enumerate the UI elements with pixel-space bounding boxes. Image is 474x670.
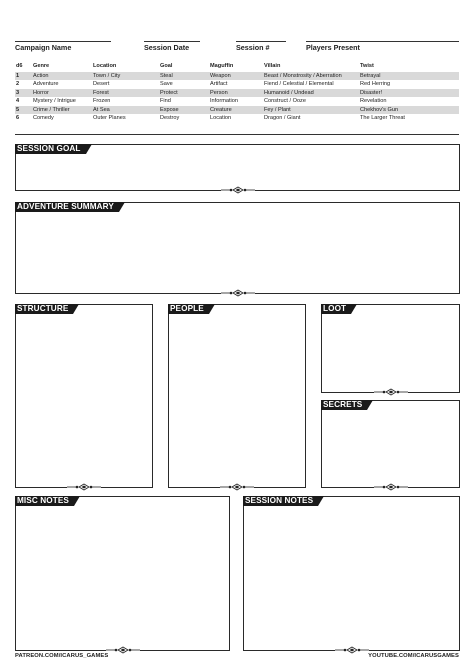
column-header: Location xyxy=(93,63,117,69)
flourish-ornament-icon xyxy=(335,646,369,654)
loot-box[interactable] xyxy=(321,304,460,393)
players-present-label: Players Present xyxy=(306,43,360,52)
secrets-box[interactable] xyxy=(321,400,460,488)
column-header: Villain xyxy=(264,63,281,69)
campaign-name-label: Campaign Name xyxy=(15,43,72,52)
session-goal-box[interactable] xyxy=(15,144,460,191)
flourish-ornament-icon xyxy=(221,289,255,297)
session-notes-box[interactable] xyxy=(243,496,460,651)
column-header: Genre xyxy=(33,63,50,69)
table-header-row xyxy=(15,62,459,72)
misc-notes-box[interactable] xyxy=(15,496,230,651)
table-cell: Revelation xyxy=(360,98,387,105)
table-cell: Steal xyxy=(160,72,173,79)
table-cell: Frozen xyxy=(93,98,111,105)
table-cell: Destroy xyxy=(160,115,180,122)
table-cell: Chekhov's Gun xyxy=(360,106,399,113)
table-cell: Mystery / Intrigue xyxy=(33,98,76,105)
table-cell: Town / City xyxy=(93,72,121,79)
table-cell: Information xyxy=(210,98,238,105)
people-box[interactable] xyxy=(168,304,306,488)
flourish-ornament-icon xyxy=(374,483,408,491)
flourish-ornament-icon xyxy=(106,646,140,654)
table-row xyxy=(15,106,459,115)
campaign-name-line xyxy=(15,41,111,42)
people-title: PEOPLE xyxy=(168,304,209,314)
table-cell: Creature xyxy=(210,106,232,113)
structure-box[interactable] xyxy=(15,304,153,488)
session-notes-title: SESSION NOTES xyxy=(243,496,318,506)
table-cell: Person xyxy=(210,89,228,96)
table-cell: Fey / Plant xyxy=(264,106,291,113)
table-cell: 3 xyxy=(16,89,20,96)
table-cell: Crime / Thriller xyxy=(33,106,70,113)
table-cell: At Sea xyxy=(93,106,110,113)
table-cell: 4 xyxy=(16,98,20,105)
table-cell: 5 xyxy=(16,106,20,113)
column-header: Goal xyxy=(160,63,173,69)
misc-notes-title: MISC NOTES xyxy=(15,496,74,506)
table-cell: 1 xyxy=(16,72,20,79)
flourish-ornament-icon xyxy=(374,388,408,396)
patreon-link[interactable]: PATREON.COM/ICARUS_GAMES xyxy=(15,653,109,659)
adventure-summary-box[interactable] xyxy=(15,202,460,294)
d6-random-table xyxy=(15,62,459,123)
youtube-link[interactable]: YOUTUBE.COM/ICARUSGAMES xyxy=(368,653,459,659)
table-cell: Horror xyxy=(33,89,49,96)
table-cell: Betrayal xyxy=(360,72,381,79)
table-cell: Disaster! xyxy=(360,89,383,96)
secrets-title: SECRETS xyxy=(321,400,367,410)
table-cell: Find xyxy=(160,98,171,105)
flourish-ornament-icon xyxy=(67,483,101,491)
table-cell: Weapon xyxy=(210,72,231,79)
loot-title: LOOT xyxy=(321,304,351,314)
table-cell: Construct / Ooze xyxy=(264,98,306,105)
flourish-ornament-icon xyxy=(220,483,254,491)
table-divider xyxy=(15,134,459,135)
table-cell: Forest xyxy=(93,89,109,96)
session-goal-title: SESSION GOAL xyxy=(15,144,86,154)
session-date-line xyxy=(144,41,200,42)
table-cell: Desert xyxy=(93,81,110,88)
table-row xyxy=(15,72,459,81)
table-cell: Dragon / Giant xyxy=(264,115,301,122)
table-cell: Protect xyxy=(160,89,178,96)
column-header: Twist xyxy=(360,63,374,69)
table-cell: 6 xyxy=(16,115,20,122)
column-header: d6 xyxy=(16,63,23,69)
table-cell: Outer Planes xyxy=(93,115,126,122)
table-cell: Adventure xyxy=(33,81,59,88)
table-cell: Location xyxy=(210,115,232,122)
adventure-summary-title: ADVENTURE SUMMARY xyxy=(15,202,119,212)
table-cell: 2 xyxy=(16,81,20,88)
table-cell: The Larger Threat xyxy=(360,115,405,122)
column-header: Maguffin xyxy=(210,63,234,69)
table-cell: Action xyxy=(33,72,49,79)
table-cell: Comedy xyxy=(33,115,54,122)
table-row xyxy=(15,97,459,106)
players-present-line xyxy=(306,41,459,42)
table-row xyxy=(15,80,459,89)
table-cell: Beast / Monstrosity / Aberration xyxy=(264,72,342,79)
structure-title: STRUCTURE xyxy=(15,304,73,314)
flourish-ornament-icon xyxy=(221,186,255,194)
table-cell: Save xyxy=(160,81,173,88)
session-date-label: Session Date xyxy=(144,43,190,52)
table-cell: Artifact xyxy=(210,81,228,88)
table-cell: Humanoid / Undead xyxy=(264,89,314,96)
table-cell: Expose xyxy=(160,106,179,113)
session-number-label: Session # xyxy=(236,43,270,52)
table-cell: Fiend / Celestial / Elemental xyxy=(264,81,334,88)
table-cell: Red Herring xyxy=(360,81,391,88)
table-row xyxy=(15,89,459,98)
table-row xyxy=(15,114,459,123)
session-number-line xyxy=(236,41,286,42)
